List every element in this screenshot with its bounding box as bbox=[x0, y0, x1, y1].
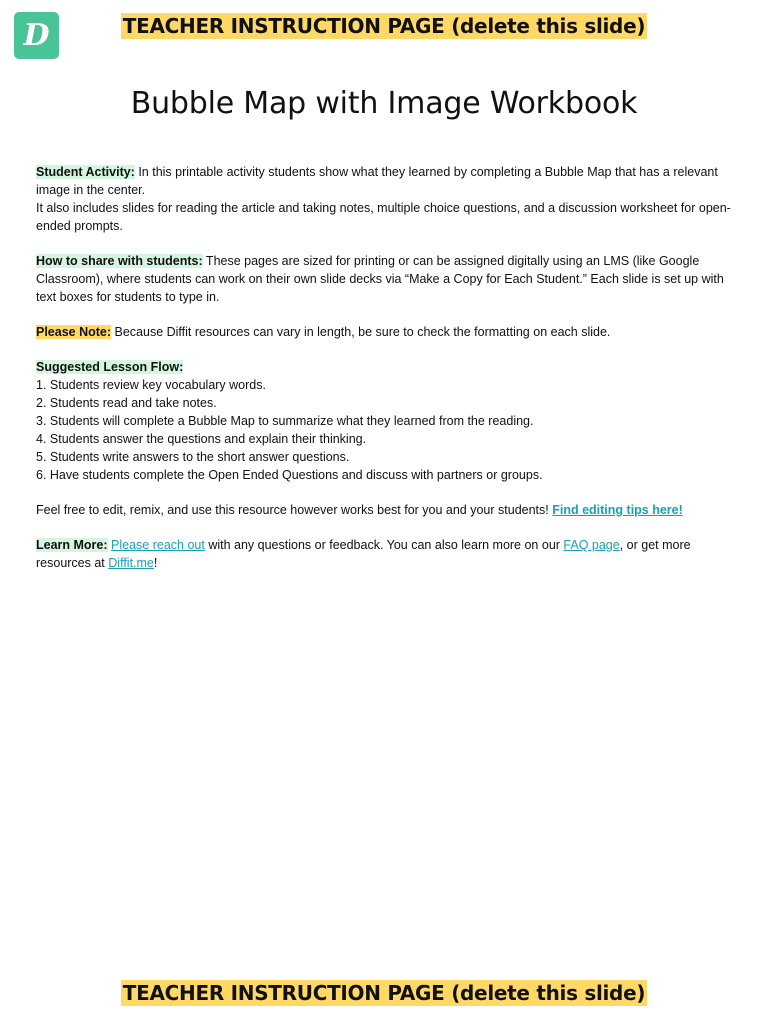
student-activity-section bbox=[36, 163, 736, 235]
learn-more-label: Learn More: bbox=[36, 538, 108, 552]
feel-free-text: Feel free to edit, remix, and use this resource however works best for you and your students! bbox=[36, 503, 553, 517]
student-activity-text: In this printable activity students show what they learned by completing a Bubble Map that has a relevant image in the center. bbox=[36, 165, 718, 197]
teacher-banner-bottom-text: TEACHER INSTRUCTION PAGE (delete this slide) bbox=[122, 981, 646, 1005]
list-item: 6. Have students complete the Open Ended Questions and discuss with partners or groups. bbox=[36, 468, 543, 482]
list-item: 4. Students answer the questions and explain their thinking. bbox=[36, 432, 367, 446]
faq-page-link[interactable]: FAQ page bbox=[563, 538, 620, 552]
editing-tips-link[interactable]: Find editing tips here! bbox=[552, 503, 683, 517]
learn-more-text-1: with any questions or feedback. You can also learn more on our bbox=[204, 538, 564, 552]
lesson-flow-list bbox=[36, 376, 736, 484]
reach-out-link[interactable]: Please reach out bbox=[111, 538, 205, 552]
please-note-label: Please Note: bbox=[36, 325, 112, 339]
please-note-section bbox=[36, 323, 736, 341]
list-item: 5. Students write answers to the short answer questions. bbox=[36, 450, 350, 464]
how-to-share-text: These pages are sized for printing or can be assigned digitally using an LMS (like Google Classroom), where students can work on their own slide decks via “Make a Copy for Each Student.” Each slide is set up with text boxes for students to type in. bbox=[36, 254, 724, 304]
diffit-site-link[interactable]: Diffit.me bbox=[108, 556, 154, 570]
how-to-share-section bbox=[36, 252, 736, 306]
list-item: 3. Students will complete a Bubble Map to summarize what they learned from the reading. bbox=[36, 414, 534, 428]
learn-more-section bbox=[36, 536, 736, 572]
list-item: 2. Students read and take notes. bbox=[36, 396, 217, 410]
lesson-flow-section bbox=[36, 358, 736, 484]
please-note-text: Because Diffit resources can vary in length, be sure to check the formatting on each slide. bbox=[111, 325, 611, 339]
student-activity-text-2: It also includes slides for reading the article and taking notes, multiple choice questions, and a discussion worksheet for open-ended prompts. bbox=[36, 201, 731, 233]
student-activity-label: Student Activity: bbox=[36, 165, 135, 179]
learn-more-text-2: , or get more resources at bbox=[36, 538, 691, 570]
page-title: Bubble Map with Image Workbook bbox=[130, 86, 638, 121]
teacher-banner-top bbox=[0, 14, 768, 38]
teacher-banner-bottom bbox=[0, 981, 768, 1005]
lesson-flow-label: Suggested Lesson Flow: bbox=[36, 360, 184, 374]
teacher-banner-top-text: TEACHER INSTRUCTION PAGE (delete this slide) bbox=[122, 14, 646, 38]
learn-more-text-3: ! bbox=[153, 556, 158, 570]
how-to-share-label: How to share with students: bbox=[36, 254, 203, 268]
list-item: 1. Students review key vocabulary words. bbox=[36, 378, 266, 392]
feel-free-section bbox=[36, 501, 736, 519]
diffit-logo-letter: D bbox=[23, 18, 50, 53]
instructions-body bbox=[36, 163, 736, 589]
